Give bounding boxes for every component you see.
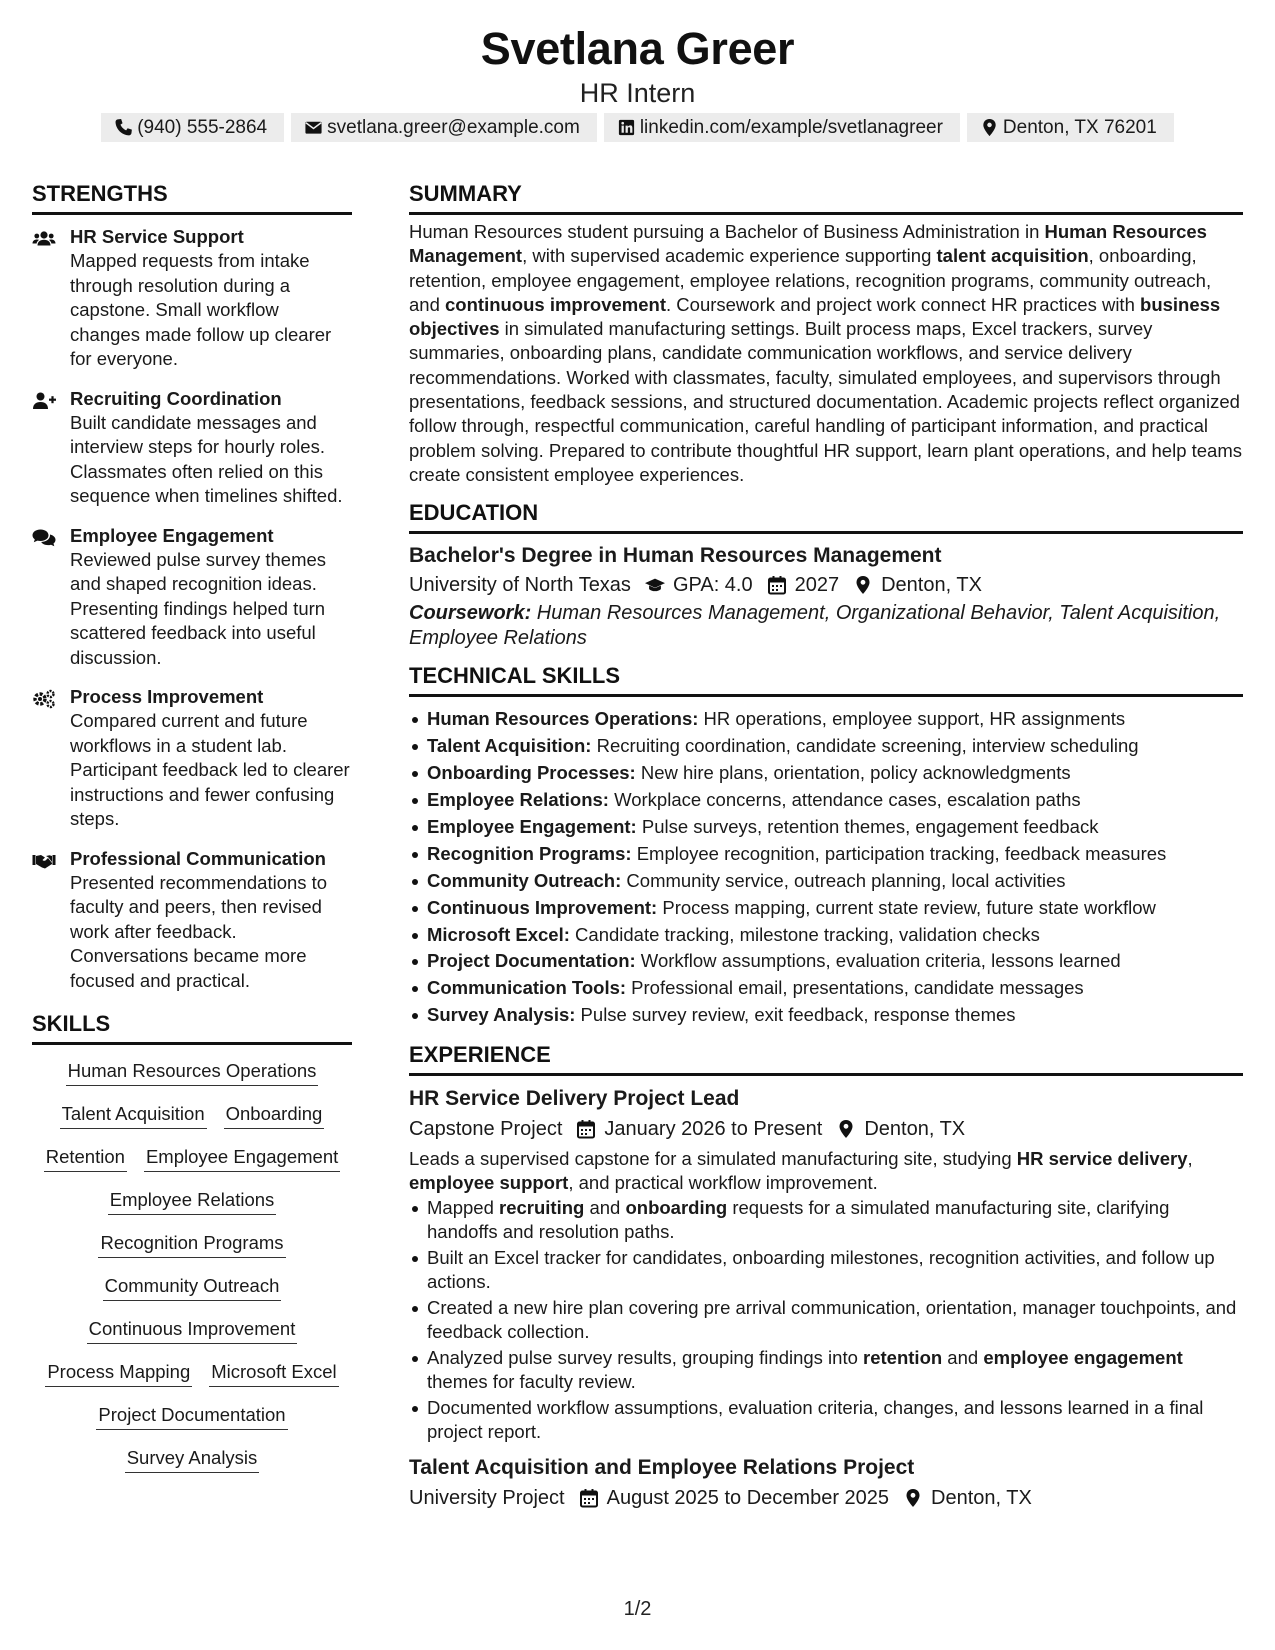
job-location: Denton, TX: [864, 1118, 966, 1141]
skill-tag: Retention: [44, 1145, 127, 1172]
strength-title: Process Improvement: [70, 686, 264, 707]
job-bullet: [409, 1346, 1243, 1395]
strengths-heading: STRENGTHS: [32, 178, 352, 215]
technical-skill-item: [409, 868, 1243, 895]
job-list: [409, 1084, 1243, 1513]
skill-tag: Microsoft Excel: [209, 1360, 338, 1387]
skill-category: Continuous Improvement:: [427, 896, 658, 918]
users-icon: [32, 225, 70, 372]
strength-text: Built candidate messages and interview steps for hourly roles. Classmates often relied on this sequence when timelines shifted.: [70, 411, 343, 506]
text-run: , with supervised academic experience supporting: [522, 245, 937, 267]
skill-details: Employee recognition, participation tracking, feedback measures: [631, 842, 1167, 864]
education-section: [409, 497, 1243, 650]
skill-tag: Community Outreach: [103, 1274, 282, 1301]
text-run: themes for faculty review.: [427, 1371, 636, 1393]
skill-category: Recognition Programs:: [427, 842, 632, 864]
text-run: Human Resources student pursuing a Bachelor of Business Administration in: [409, 221, 1045, 242]
strength-item: [32, 225, 352, 372]
strength-item: [32, 524, 352, 671]
bold-text: continuous improvement: [445, 293, 667, 315]
left-column: [32, 178, 352, 1473]
location-text: Denton, TX 76201: [1002, 116, 1157, 138]
resume-header: [0, 22, 1275, 110]
skill-tag: Onboarding: [224, 1102, 325, 1129]
text-run: , onboarding, retention, employee engagement, employee relations, recognition programs, community outreach, and: [409, 245, 1212, 315]
phone-chip[interactable]: [101, 113, 284, 142]
map-pin-icon: [853, 575, 873, 595]
experience-section: [409, 1039, 1243, 1513]
coursework: [409, 601, 1243, 650]
skills-row: [32, 1317, 352, 1344]
technical-skill-item: [409, 948, 1243, 975]
skill-tag: Survey Analysis: [125, 1446, 260, 1473]
skill-category: Human Resources Operations:: [427, 708, 699, 730]
skill-details: Workplace concerns, attendance cases, escalation paths: [608, 788, 1081, 810]
map-pin-icon: [836, 1119, 856, 1139]
candidate-name: Svetlana Greer: [480, 23, 795, 74]
skill-tag: Human Resources Operations: [66, 1059, 319, 1086]
skill-details: Process mapping, current state review, future state workflow: [657, 896, 1156, 918]
contact-bar: [0, 113, 1275, 142]
strength-item: [32, 847, 352, 994]
skill-category: Community Outreach:: [427, 869, 622, 891]
skill-category: Survey Analysis:: [427, 1004, 576, 1026]
bold-text: Human Resources Management: [409, 221, 1207, 267]
skill-category: Employee Relations:: [427, 788, 609, 810]
skill-category: Microsoft Excel:: [427, 923, 570, 945]
skills-row: [32, 1360, 352, 1387]
skill-category: Project Documentation:: [427, 950, 636, 972]
calendar-icon: [579, 1488, 599, 1508]
skills-row: [32, 1059, 352, 1086]
gpa-text: GPA: 4.0: [672, 574, 753, 597]
skills-row: [32, 1102, 352, 1129]
summary-heading: SUMMARY: [409, 178, 1243, 215]
bold-text: onboarding: [625, 1196, 728, 1218]
skill-category: Onboarding Processes:: [427, 762, 636, 784]
skill-details: Workflow assumptions, evaluation criteria, lessons learned: [635, 950, 1121, 972]
skills-row: [32, 1446, 352, 1473]
job-location: Denton, TX: [931, 1486, 1032, 1509]
skill-details: Professional email, presentations, candidate messages: [626, 977, 1084, 999]
bold-text: employee engagement: [983, 1346, 1183, 1368]
text-run: Documented workflow assumptions, evaluation criteria, changes, and lessons learned in a final project report.: [427, 1396, 1204, 1443]
text-run: . Coursework and project work connect HR practices with: [666, 293, 1141, 315]
email-chip[interactable]: [291, 113, 597, 142]
strength-title: Employee Engagement: [70, 524, 274, 546]
user-plus-icon: [32, 387, 70, 509]
bold-text: employee support: [409, 1172, 569, 1194]
technical-skill-item: [409, 787, 1243, 814]
technical-skill-item: [409, 841, 1243, 868]
text-run: Created a new hire plan covering pre arrival communication, orientation, manager touchpoints, and feedback collection.: [427, 1296, 1237, 1343]
summary-section: [409, 178, 1243, 487]
strength-item: [32, 685, 352, 832]
envelope-icon: [304, 118, 323, 137]
skill-details: Community service, outreach planning, local activities: [621, 869, 1066, 891]
text-run: Leads a supervised capstone for a simulated manufacturing site, studying: [409, 1148, 1017, 1170]
strengths-list: [32, 225, 352, 993]
job-bullet: [409, 1296, 1243, 1345]
location-chip: [967, 113, 1174, 142]
job-bullet: [409, 1196, 1243, 1245]
strength-item: [32, 387, 352, 509]
skill-tag: Employee Relations: [108, 1188, 277, 1215]
skills-row: [32, 1403, 352, 1430]
text-run: Built an Excel tracker for candidates, onboarding milestones, recognition activities, and follow up actions.: [427, 1246, 1215, 1293]
linkedin-text: linkedin.com/example/svetlanagreer: [639, 116, 943, 138]
text-run: in simulated manufacturing settings. Built process maps, Excel trackers, survey summaries, onboarding plans, candidate communication workflows, and service delivery recommendations. Worked with classmates, faculty, simulated employees, and supervisors through presentations, feedback sessions, and structured documentation. Academic projects reflect organized follow through, respectful communication, careful handling of participant information, and practical problem solving. Prepared to contribute thoughtful HR support, learn plant operations, and help teams create consistent employee experiences.: [409, 318, 1242, 485]
bold-text: retention: [863, 1346, 943, 1368]
skill-tag: Recognition Programs: [98, 1231, 285, 1258]
strength-title: HR Service Support: [70, 226, 244, 247]
skill-category: Talent Acquisition:: [427, 735, 592, 757]
skill-details: Pulse survey review, exit feedback, response themes: [575, 1004, 1016, 1026]
email-text: svetlana.greer@example.com: [327, 116, 580, 138]
job-organization: University Project: [409, 1486, 565, 1509]
coursework-list: Human Resources Management, Organizational Behavior, Talent Acquisition, Employee Relations: [409, 602, 1221, 649]
strength-text: Reviewed pulse survey themes and shaped recognition ideas. Presenting findings helped turn scattered feedback into useful discussion.: [70, 548, 327, 668]
skills-row: [32, 1145, 352, 1172]
technical-skills-heading: TECHNICAL SKILLS: [409, 660, 1243, 697]
text-run: and: [584, 1196, 626, 1218]
skill-category: Communication Tools:: [427, 977, 627, 999]
technical-skill-item: [409, 895, 1243, 922]
job-title: HR Service Delivery Project Lead: [409, 1087, 740, 1111]
job-entry: [409, 1084, 1243, 1445]
comments-icon: [32, 524, 70, 671]
skill-tag: Project Documentation: [96, 1403, 287, 1430]
linkedin-chip[interactable]: [604, 113, 960, 142]
education-meta: [409, 570, 1243, 600]
graduation-year: 2027: [794, 574, 840, 597]
linkedin-icon: [617, 118, 636, 137]
skill-details: Recruiting coordination, candidate screening, interview scheduling: [591, 735, 1139, 757]
job-dates: August 2025 to December 2025: [606, 1486, 890, 1509]
skills-row: [32, 1231, 352, 1258]
candidate-role: HR Intern: [579, 78, 696, 108]
technical-skill-item: [409, 814, 1243, 841]
job-meta: [409, 1483, 1243, 1513]
right-column: [409, 178, 1243, 1523]
map-pin-icon: [980, 118, 999, 137]
job-title: Talent Acquisition and Employee Relations Project: [409, 1455, 915, 1479]
technical-skills-section: [409, 660, 1243, 1029]
skill-tag: Continuous Improvement: [87, 1317, 298, 1344]
technical-skill-item: [409, 760, 1243, 787]
text-run: Analyzed pulse survey results, grouping findings into: [427, 1346, 864, 1368]
degree-title: Bachelor's Degree in Human Resources Management: [409, 544, 942, 568]
job-bullet: [409, 1396, 1243, 1445]
education-heading: EDUCATION: [409, 497, 1243, 534]
bold-text: recruiting: [499, 1196, 585, 1218]
strength-text: Compared current and future workflows in a student lab. Participant feedback led to clearer instructions and fewer confusing steps.: [70, 710, 350, 829]
coursework-label: Coursework:: [409, 602, 532, 625]
gears-icon: [32, 685, 70, 832]
calendar-icon: [767, 575, 787, 595]
job-meta: [409, 1114, 1243, 1144]
text-run: ,: [1187, 1148, 1193, 1170]
calendar-icon: [576, 1119, 596, 1139]
strength-title: Professional Communication: [70, 847, 326, 869]
technical-skill-item: [409, 733, 1243, 760]
technical-skill-item: [409, 706, 1243, 733]
skill-details: HR operations, employee support, HR assignments: [698, 708, 1126, 730]
school-name: University of North Texas: [409, 574, 631, 597]
skill-details: Pulse surveys, retention themes, engagement feedback: [636, 815, 1099, 837]
page-number: 1/2: [623, 1598, 652, 1620]
skill-details: New hire plans, orientation, policy acknowledgments: [635, 762, 1071, 784]
phone-text: (940) 555-2864: [137, 116, 268, 138]
technical-skill-item: [409, 1002, 1243, 1029]
summary-text: [409, 220, 1243, 487]
skills-row: [32, 1274, 352, 1301]
skills-tags: [32, 1059, 352, 1473]
skill-tag: Employee Engagement: [144, 1145, 340, 1172]
job-bullets: [409, 1196, 1243, 1445]
experience-heading: EXPERIENCE: [409, 1039, 1243, 1076]
job-entry: [409, 1453, 1243, 1513]
text-run: requests for a simulated manufacturing site, clarifying handoffs and resolution paths.: [427, 1196, 1170, 1243]
skills-heading: SKILLS: [32, 1008, 352, 1045]
job-bullet: [409, 1246, 1243, 1295]
job-organization: Capstone Project: [409, 1118, 563, 1141]
strength-text: Presented recommendations to faculty and peers, then revised work after feedback. Conversations became more focused and practical.: [70, 871, 328, 991]
job-summary: [409, 1147, 1243, 1196]
strength-title: Recruiting Coordination: [70, 387, 282, 409]
text-run: Mapped: [427, 1196, 499, 1218]
technical-skill-item: [409, 922, 1243, 949]
strength-text: Mapped requests from intake through resolution during a capstone. Small workflow changes made follow up clearer for everyone.: [70, 250, 332, 369]
graduation-cap-icon: [645, 575, 665, 595]
job-dates: January 2026 to Present: [604, 1118, 823, 1141]
text-run: and: [942, 1346, 984, 1368]
bold-text: business objectives: [409, 293, 1221, 340]
handshake-icon: [32, 847, 70, 994]
technical-skill-item: [409, 975, 1243, 1002]
map-pin-icon: [903, 1488, 923, 1508]
bold-text: talent acquisition: [936, 245, 1089, 267]
skill-tag: Process Mapping: [45, 1360, 192, 1387]
skill-category: Employee Engagement:: [427, 815, 637, 837]
phone-icon: [114, 118, 133, 137]
education-location: Denton, TX: [881, 574, 982, 597]
skill-tag: Talent Acquisition: [60, 1102, 207, 1129]
text-run: , and practical workflow improvement.: [568, 1172, 878, 1194]
skill-details: Candidate tracking, milestone tracking, validation checks: [569, 923, 1040, 945]
technical-skills-list: [409, 706, 1243, 1029]
skills-row: [32, 1188, 352, 1215]
bold-text: HR service delivery: [1016, 1148, 1188, 1170]
